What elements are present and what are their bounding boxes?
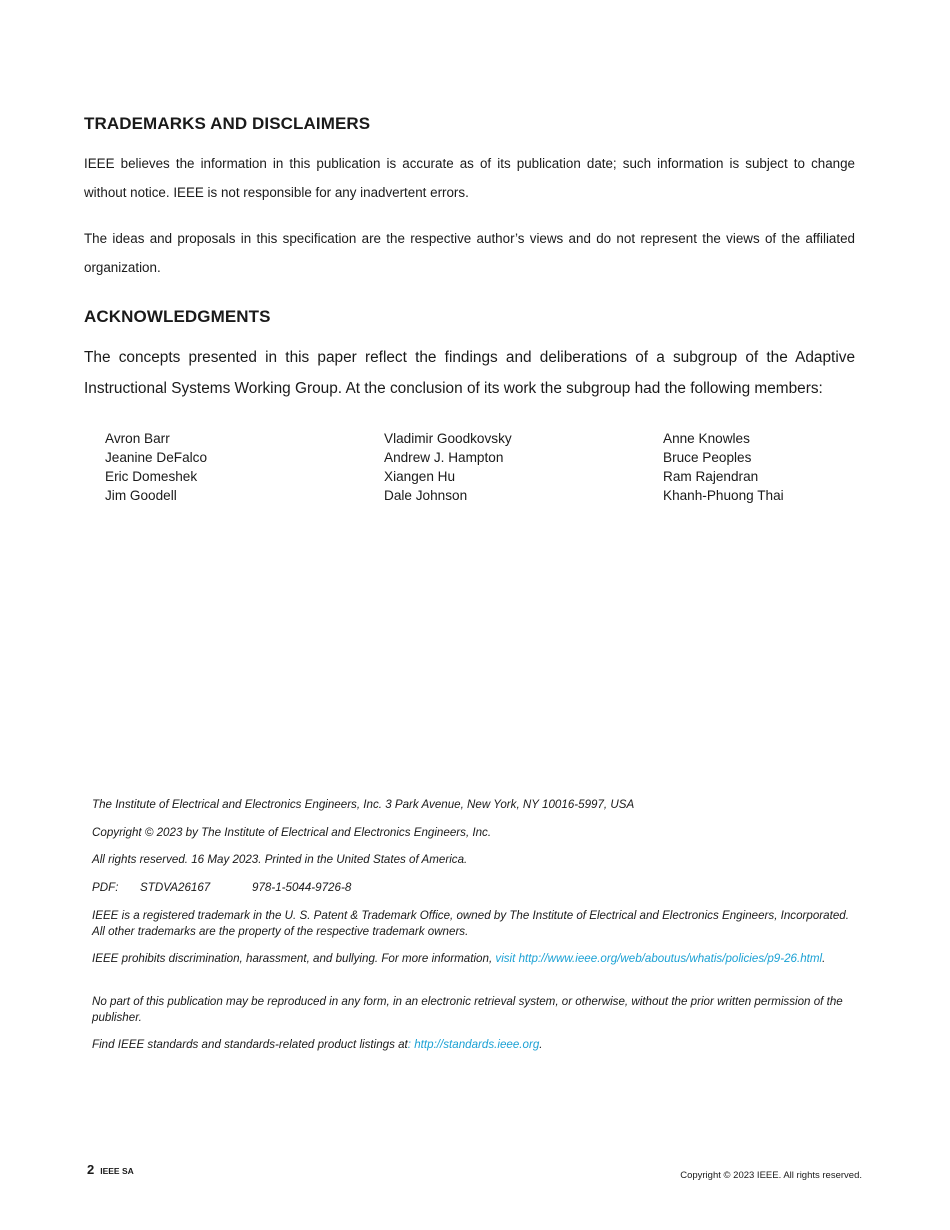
- members-column-3: [663, 429, 784, 505]
- trademarks-paragraph-2: The ideas and proposals in this specification are the respective author’s views and do not represent the views of the affiliated organization.: [84, 231, 855, 275]
- legal-copyright: Copyright © 2023 by The Institute of Electrical and Electronics Engineers, Inc.: [92, 826, 492, 839]
- member-name: Jeanine DeFalco: [105, 450, 208, 465]
- member-name: Dale Johnson: [384, 488, 468, 503]
- trademarks-heading: TRADEMARKS AND DISCLAIMERS: [84, 114, 371, 133]
- member-name: Bruce Peoples: [663, 450, 752, 465]
- member-name: Andrew J. Hampton: [384, 450, 504, 465]
- member-name: Jim Goodell: [105, 488, 177, 503]
- find-text: Find IEEE standards and standards-related product listings at: [92, 1038, 408, 1051]
- policy-text: IEEE prohibits discrimination, harassment, and bullying. For more information,: [92, 952, 496, 965]
- legal-address: The Institute of Electrical and Electronics Engineers, Inc. 3 Park Avenue, New York, NY 10016-5997, USA: [92, 798, 635, 811]
- footer-brand: IEEE SA: [100, 1166, 134, 1176]
- legal-find-standards: [92, 1037, 852, 1053]
- trademarks-paragraph-1: IEEE believes the information in this publication is accurate as of its publication date; such information is subject to change without notice. IEEE is not responsible for any inadvertent errors.: [84, 156, 855, 200]
- members-column-1: [105, 429, 207, 505]
- acknowledgments-paragraph: The concepts presented in this paper reflect the findings and deliberations of a subgroup of the Adaptive Instructional Systems Working Group. At the conclusion of its work the subgroup had the following members:: [84, 349, 855, 397]
- legal-rights: All rights reserved. 16 May 2023. Printed in the United States of America.: [92, 853, 468, 866]
- policy-end: .: [822, 952, 826, 965]
- member-name: Eric Domeshek: [105, 469, 198, 484]
- policy-link[interactable]: visit http://www.ieee.org/web/aboutus/whatis/policies/p9-26.html: [495, 952, 823, 965]
- page-number: 2: [87, 1162, 95, 1177]
- legal-reproduction: No part of this publication may be reproduced in any form, in an electronic retrieval system, or otherwise, without the prior written permission of the publisher.: [92, 995, 843, 1024]
- member-name: Ram Rajendran: [663, 469, 759, 484]
- isbn: 978-1-5044-9726-8: [252, 881, 352, 894]
- footer-copyright: Copyright © 2023 IEEE. All rights reserved.: [680, 1170, 862, 1181]
- member-name: Xiangen Hu: [384, 469, 456, 484]
- standards-link[interactable]: : http://standards.ieee.org: [407, 1038, 540, 1051]
- member-name: Avron Barr: [105, 431, 170, 446]
- member-name: Vladimir Goodkovsky: [384, 431, 512, 446]
- footer-left: [87, 1161, 134, 1179]
- member-name: Anne Knowles: [663, 431, 750, 446]
- pdf-code: STDVA26167: [140, 881, 211, 894]
- pdf-label: PDF:: [92, 881, 119, 894]
- legal-policy: [92, 951, 852, 967]
- legal-pdf-line: [92, 880, 852, 896]
- member-name: Khanh-Phuong Thai: [663, 488, 784, 503]
- legal-trademark-notice: IEEE is a registered trademark in the U. S. Patent & Trademark Office, owned by The Institute of Electrical and Electronics Engineers, Incorporated. All other trademarks are the property of the respective trademark owners.: [92, 909, 849, 938]
- members-list: [105, 429, 825, 509]
- find-end: .: [539, 1038, 543, 1051]
- acknowledgments-heading: ACKNOWLEDGMENTS: [84, 307, 271, 326]
- members-column-2: [384, 429, 512, 505]
